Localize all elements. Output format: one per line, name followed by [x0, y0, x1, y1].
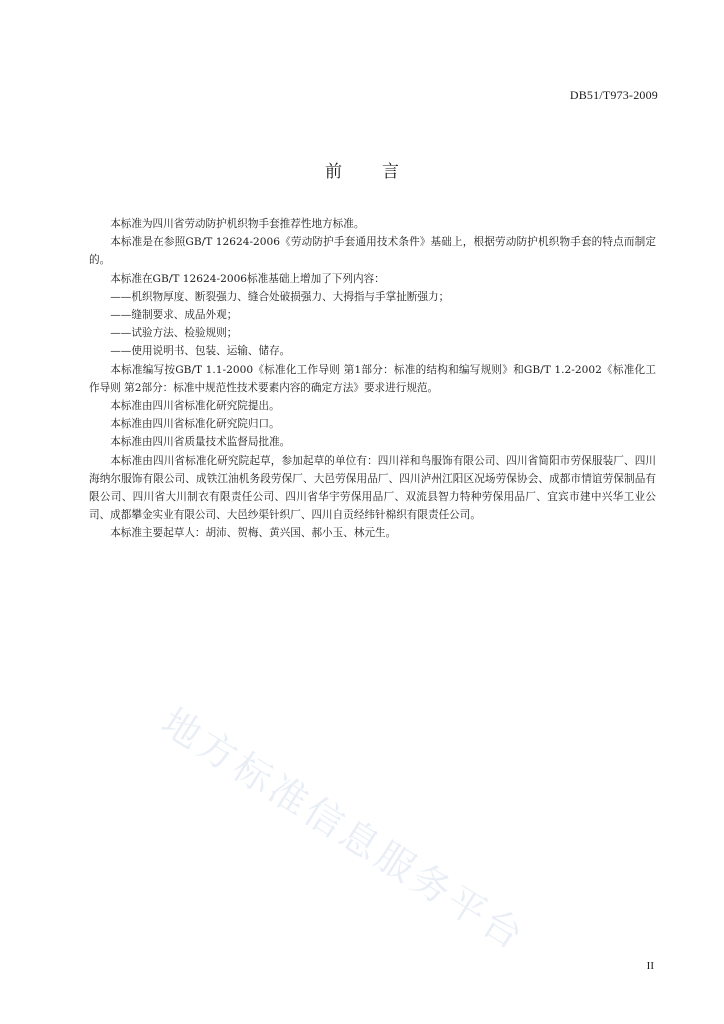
watermark-text: 地方标准信息服务平台 [153, 699, 534, 960]
list-item: ——试验方法、检验规则； [110, 327, 238, 340]
title-char-2: 言 [382, 162, 399, 182]
document-code: DB51/T973-2009 [569, 88, 658, 102]
paragraph-drafters: 本标准主要起草人：胡沛、贺梅、黄兴国、郝小玉、林元生。 [110, 527, 397, 540]
paragraph-drafting-units: 本标准由四川省标准化研究院起草，参加起草的单位有：四川祥和鸟服饰有限公司、四川省简阳市劳保服装厂、四川海纳尔服饰有限公司、成铁江油机务段劳保厂、大邑劳保用品厂、四川泸州江阳区况场劳保协会、成都市情谊劳保制品有限公司、四川省大川制衣有限责任公司、四川省华宇劳保用品厂、双流县智力特种劳保用品厂、宜宾市建中兴华工业公司、成都攀金实业有限公司、大邑纱渠针织厂、四川自贡经纬针棉织有限责任公司。 [89, 454, 656, 522]
paragraph-proposed-by: 本标准由四川省标准化研究院提出。 [110, 400, 280, 413]
page-number: II [646, 960, 654, 972]
paragraph-drafting-rules: 本标准编写按GB/T 1.1-2000《标准化工作导则 第1部分：标准的结构和编写规则》和GB/T 1.2-2002《标准化工作导则 第2部分：标准中规范性技术要素内容的确定方法》要求进行规范。 [89, 363, 656, 394]
list-item: ——缝制要求、成品外观； [110, 309, 238, 322]
paragraph-under-jurisdiction: 本标准由四川省标准化研究院归口。 [110, 418, 280, 431]
list-item: ——使用说明书、包装、运输、储存。 [110, 345, 291, 358]
paragraph-basis: 本标准是在参照GB/T 12624-2006《劳动防护手套通用技术条件》基础上，根据劳动防护机织物手套的特点而制定的。 [89, 236, 656, 267]
paragraph-additions-intro: 本标准在GB/T 12624-2006标准基础上增加了下列内容： [110, 272, 385, 285]
title-char-1: 前 [325, 162, 342, 182]
foreword-body [89, 215, 656, 543]
paragraph-scope: 本标准为四川省劳动防护机织物手套推荐性地方标准。 [110, 218, 365, 230]
list-item: ——机织物厚度、断裂强力、缝合处破损强力、大拇指与手掌扯断强力； [110, 290, 450, 303]
paragraph-approved-by: 本标准由四川省质量技术监督局批准。 [110, 436, 291, 449]
page-title [0, 157, 724, 182]
